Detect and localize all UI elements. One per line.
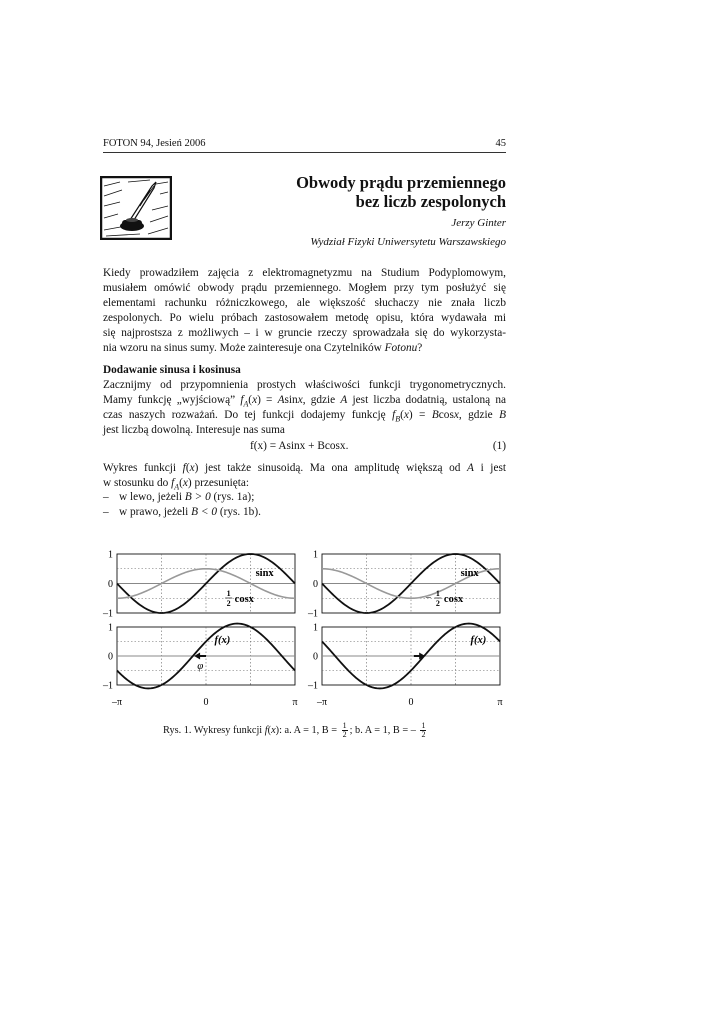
running-header <box>103 138 506 153</box>
text-segment: (rys. 1b). <box>219 506 261 518</box>
x-tick-label: –π <box>316 697 328 708</box>
text-segment: czas naszych rozważań. Do tej funkcji dodajemy funkcję <box>103 409 386 421</box>
x-tick-label: π <box>497 697 503 708</box>
y-tick-label: –1 <box>103 680 113 692</box>
bullet-dash: – <box>103 491 109 503</box>
sin-label: sinx <box>255 568 274 579</box>
intro-paragraph <box>103 266 506 356</box>
phi-label: φ <box>197 660 204 672</box>
caption-text: ; b. A = 1, B = – <box>349 724 416 736</box>
y-tick-label: 1 <box>313 549 318 561</box>
fraction-denominator: 2 <box>421 730 426 739</box>
y-tick-label: –1 <box>103 608 113 620</box>
fraction <box>342 722 348 739</box>
text-segment: Mamy funkcję „wyjściową” <box>103 394 236 406</box>
text-segment: w lewo, jeżeli <box>119 491 183 503</box>
condition: B < 0 <box>191 506 217 518</box>
condition: B > 0 <box>184 491 211 503</box>
text-segment: , gdzie <box>302 394 336 406</box>
text-line: jest liczbą dowolną. Interesuje nas suma <box>103 424 285 436</box>
figure-caption: Rys. 1. Wykresy funkcji f(x): a. A = 1, B = $\frac{1}{2}$ ; b. A = 1, B = – $\frac{1}{2}$ <box>163 721 426 739</box>
fraction-denominator: 2 <box>226 599 231 608</box>
text-line: zespolonych. Po wielu próbach zastosowałem metodę opisu, która wydawała mi <box>103 312 506 324</box>
y-tick-label: 0 <box>313 579 318 590</box>
text-line: musiałem omówić obwody prądu przemiennego. Mogłem przy tym posłużyć się <box>103 282 506 294</box>
y-tick-label: 0 <box>108 651 113 663</box>
cos-label: cosx <box>234 594 254 605</box>
fraction-numerator: 1 <box>435 589 440 598</box>
text-line: Wykres funkcji f(x) jest także sinusoidą. Ma ona amplitudę większą od A i jest <box>103 462 506 474</box>
x-tick-label: –π <box>111 697 123 708</box>
section-heading: Dodawanie sinusa i kosinusa <box>103 364 241 376</box>
text-line: elementami rachunku różniczkowego, ale większość słuchaczy nie znała liczb <box>103 297 506 309</box>
x-tick-label: π <box>292 697 298 708</box>
y-tick-label: 1 <box>313 622 318 634</box>
fraction-numerator: 1 <box>342 721 347 730</box>
x-tick-label: 0 <box>408 697 414 708</box>
article-title <box>296 173 506 211</box>
y-tick-label: 0 <box>108 579 113 590</box>
author-affiliation: Wydział Fizyki Uniwersytetu Warszawskiego <box>310 236 506 248</box>
f-label: f(x) <box>214 635 231 646</box>
cos-label: cosx <box>443 594 464 605</box>
x-tick-label: 0 <box>203 697 209 708</box>
text-segment: nia wzoru na sinus sumy. Może zainteresuje ona Czytelników <box>103 342 382 354</box>
text-segment: , gdzie <box>458 409 493 421</box>
author-name: Jerzy Ginter <box>451 217 506 229</box>
title-line-1: Obwody prądu przemiennego <box>296 173 506 192</box>
text-line: Zacznijmy od przypomnienia prostych właściwości funkcji trygonometrycznych. <box>103 379 506 391</box>
page-number: 45 <box>495 138 506 149</box>
y-tick-label: 1 <box>108 549 113 561</box>
equation-number: (1) <box>492 440 506 452</box>
text-segment: przesunięta: <box>194 477 250 489</box>
caption-text: : a. A = 1, B = <box>279 724 338 736</box>
after-equation-paragraph <box>103 461 506 491</box>
fraction-denominator: 2 <box>435 599 440 608</box>
y-tick-label: 0 <box>313 651 318 663</box>
fraction-numerator: 1 <box>226 589 231 598</box>
text-line: Mamy funkcję „wyjściową” $f_A(x) = Asinx$, gdzie A jest liczba dodatnią, ustaloną na <box>103 394 506 409</box>
text-segment: ? <box>417 342 423 354</box>
figure-1 <box>95 543 520 713</box>
fraction-denominator: 2 <box>342 730 347 739</box>
text-line: się najprostsza z możliwych – i w gruncie rzeczy sprowadzała się do wykorzysta- <box>103 327 506 339</box>
text-line: w stosunku do $f_A(x)$ przesunięta: <box>103 477 250 492</box>
fraction <box>420 722 426 739</box>
fraction-numerator: 1 <box>421 721 426 730</box>
text-segment: i jest <box>480 462 506 474</box>
text-segment: (rys. 1a); <box>213 491 255 503</box>
section-paragraph <box>103 378 506 438</box>
bullet-text <box>119 506 261 518</box>
y-tick-label: –1 <box>308 608 318 620</box>
y-tick-label: 1 <box>108 622 113 634</box>
y-tick-label: –1 <box>308 680 318 692</box>
text-segment: w stosunku do <box>103 477 169 489</box>
text-line <box>103 341 506 356</box>
bullet-text <box>119 491 254 503</box>
sin-label: sinx <box>460 568 479 579</box>
journal-italic: Fotonu <box>384 342 418 354</box>
text-segment: jest także sinusoidą. Ma ona amplitudę większą od <box>204 462 461 474</box>
title-line-2: bez liczb zespolonych <box>355 192 506 211</box>
inkpot-quill-logo <box>100 176 172 240</box>
bullet-dash: – <box>103 506 109 518</box>
text-line: Kiedy prowadziłem zajęcia z elektromagnetyzmu na Studium Podyplomowym, <box>103 267 506 279</box>
minus-sign: – <box>425 592 431 603</box>
text-segment: jest liczba dodatnią, ustaloną na <box>352 394 506 406</box>
text-segment: Wykres funkcji <box>103 462 177 474</box>
equation-expression: f(x) = Asinx + Bcosx. <box>250 440 349 452</box>
f-label: f(x) <box>470 635 487 646</box>
caption-text: Rys. 1. Wykresy funkcji <box>163 724 263 736</box>
text-line: czas naszych rozważań. Do tej funkcji dodajemy funkcję $f_B(x) = Bcosx$, gdzie B <box>103 409 506 424</box>
text-segment: w prawo, jeżeli <box>119 506 189 518</box>
journal-name: FOTON 94, Jesień 2006 <box>103 138 206 149</box>
